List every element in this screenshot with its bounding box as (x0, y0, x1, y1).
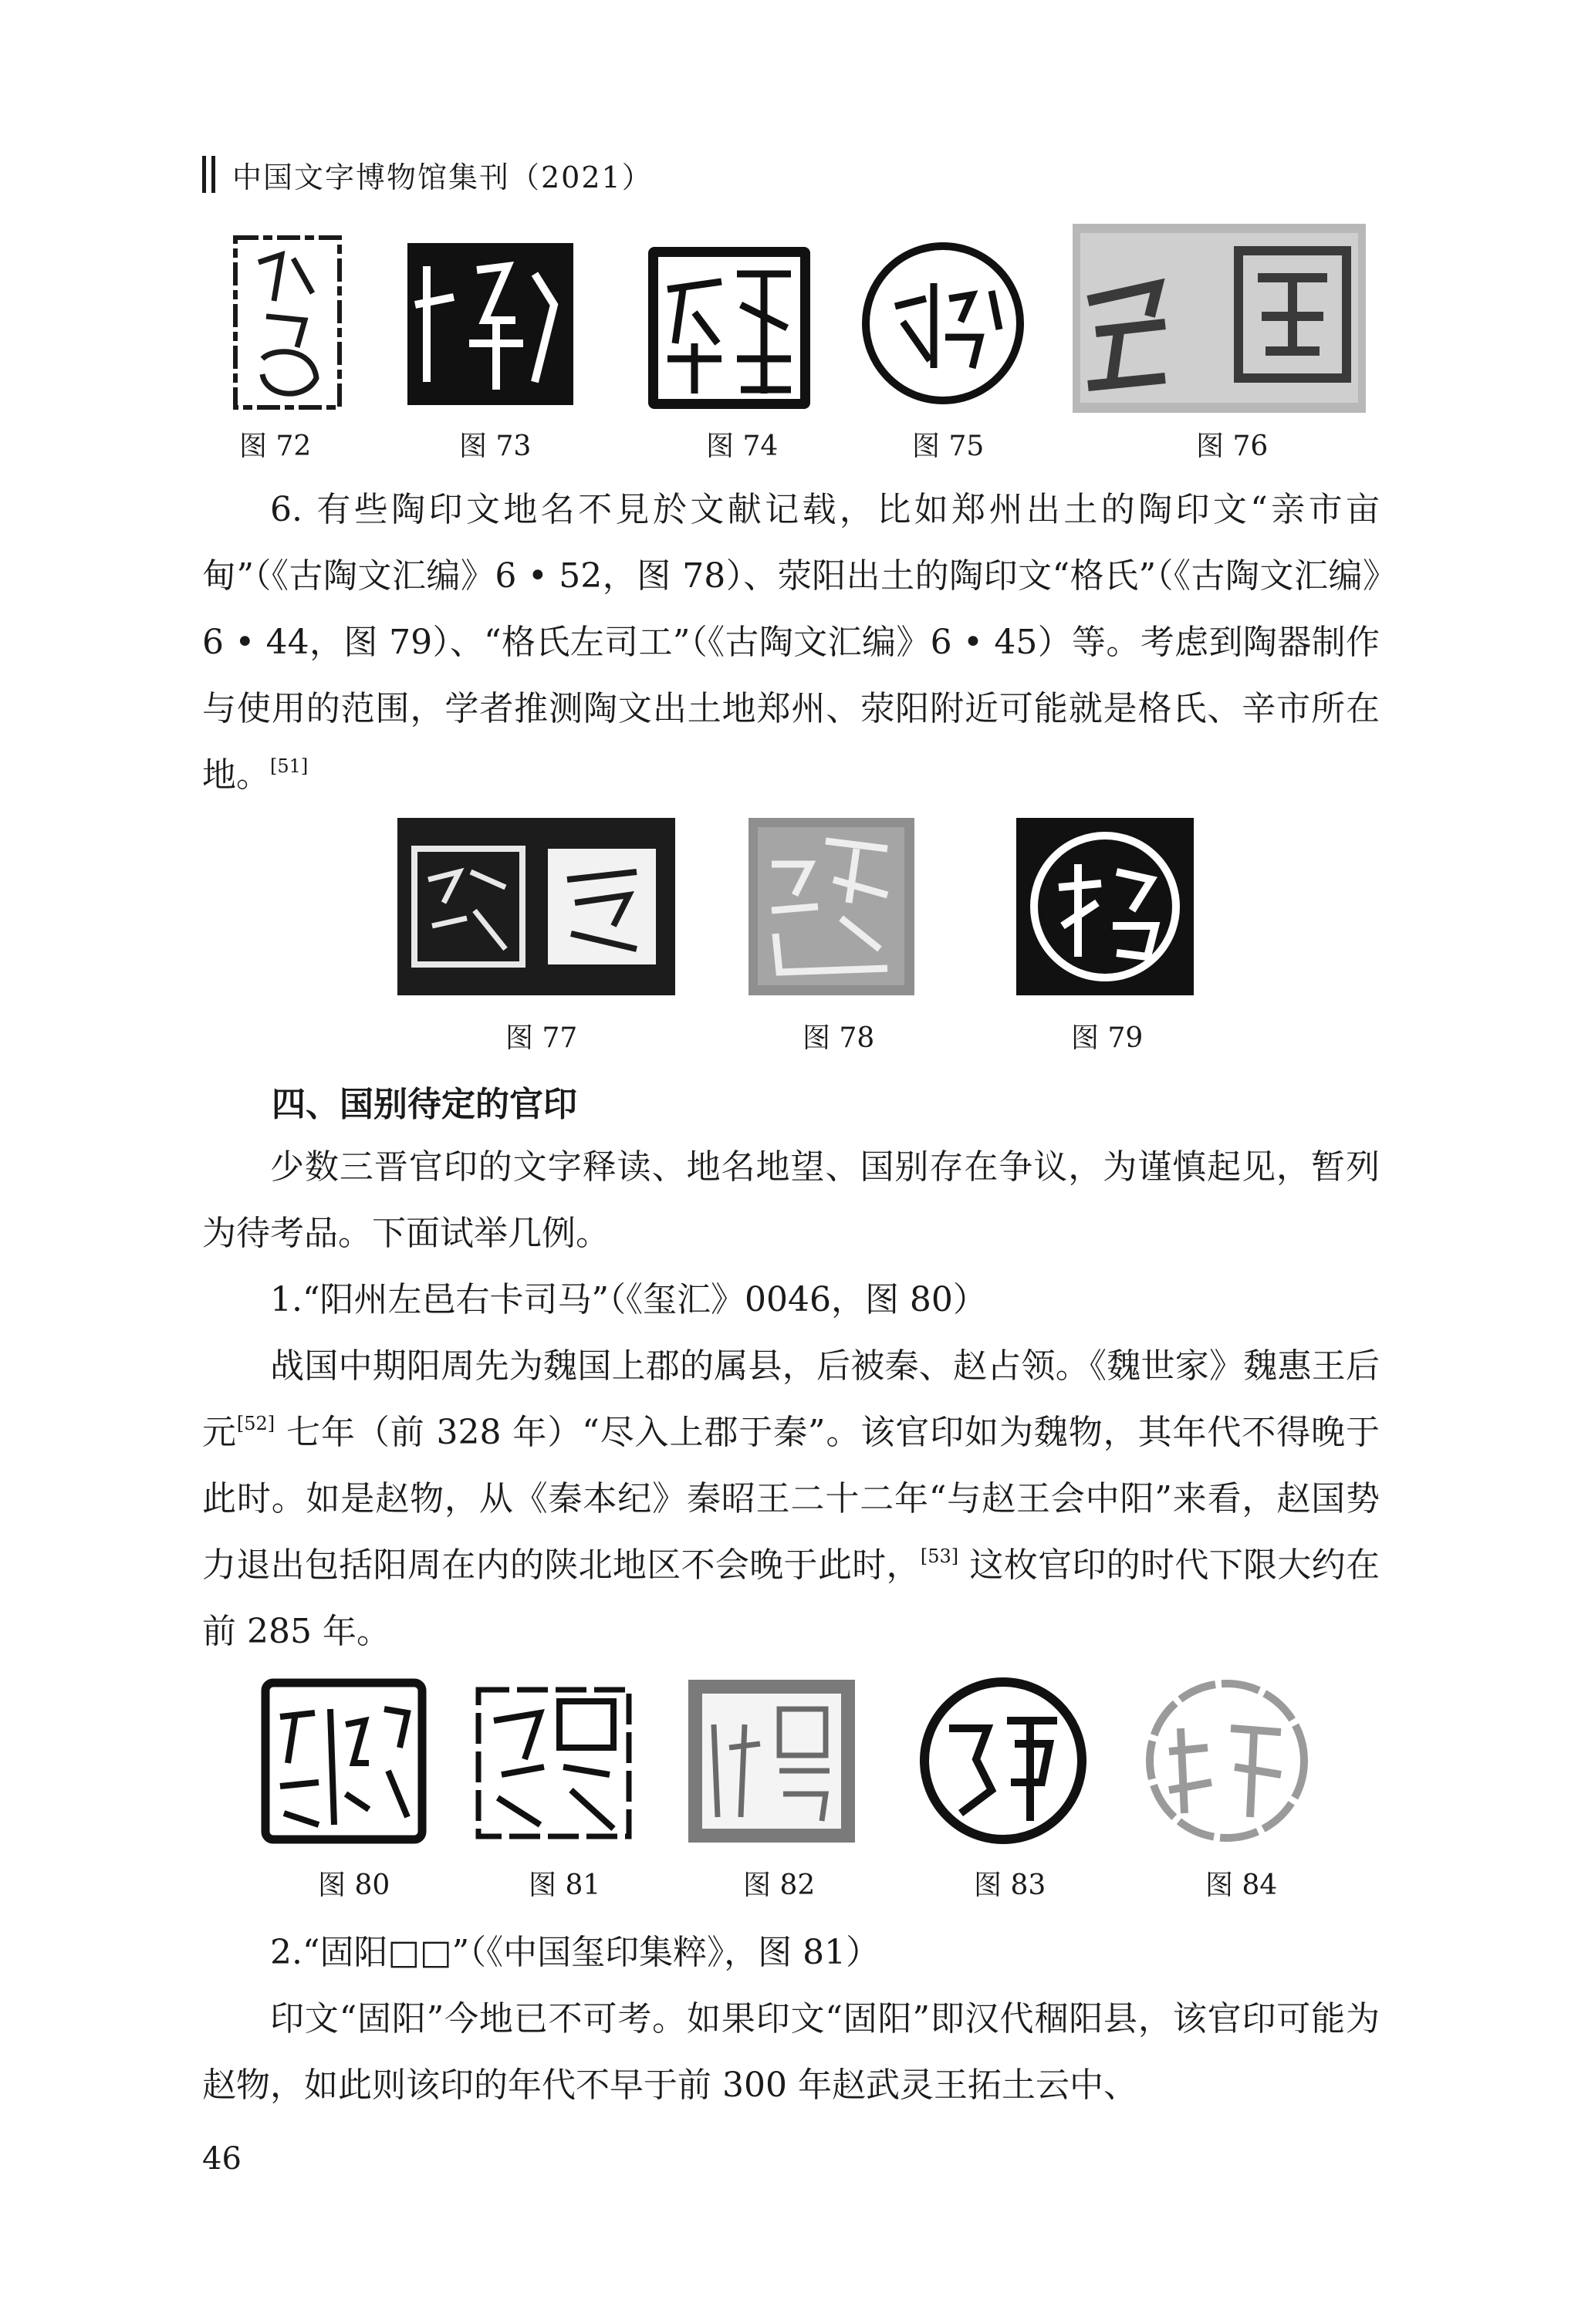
page-number: 46 (202, 2141, 242, 2177)
section-heading: 四、国别待定的官印 (272, 1085, 577, 1124)
figure-caption-74: 图 74 (706, 431, 779, 462)
seal-image-78 (749, 818, 914, 995)
figure-caption-76: 图 76 (1196, 431, 1269, 462)
figure-row-2 (0, 814, 1595, 1053)
figure-caption-77: 图 77 (505, 1022, 578, 1054)
seal-image-79 (1016, 818, 1194, 995)
paragraph-3-part1: 战国中期阳周先为魏国上郡的属县，后被秦、赵占领。《魏世家》魏惠王后元 (202, 1346, 1380, 1452)
item-1-heading: 1.“阳州左邑右卡司马”（《玺汇》0046，图 80） (270, 1280, 987, 1319)
paragraph-1 (202, 477, 1380, 809)
item-2-heading: 2.“固阳□□”（《中国玺印集粹》，图 81） (270, 1933, 880, 1972)
seal-image-84 (1138, 1674, 1316, 1848)
figure-caption-84: 图 84 (1205, 1870, 1278, 1901)
figure-caption-73: 图 73 (459, 431, 532, 462)
figure-caption-80: 图 80 (318, 1870, 390, 1901)
figure-caption-79: 图 79 (1071, 1022, 1144, 1054)
seal-image-82 (687, 1678, 857, 1844)
figure-caption-72: 图 72 (239, 431, 312, 462)
paragraph-3-part3: 这枚官印的时代下限大约在前 285 年。 (202, 1545, 1380, 1651)
paragraph-1-text: 6. 有些陶印文地名不見於文献记载，比如郑州出土的陶印文“亲市亩甸”（《古陶文汇编》6 • 52，图 78）、荥阳出土的陶印文“格氏”（《古陶文汇编》6 • 44，图 79）、“格氏左司工”（《古陶文汇编》6 • 45）等。考虑到陶器制作与使用的范围，学者推测陶文出土地郑州、荥阳附近可能就是格氏、辛市所在地。 (202, 490, 1380, 795)
seal-image-77 (397, 818, 675, 995)
paragraph-3 (202, 1333, 1380, 1665)
figure-caption-75: 图 75 (912, 431, 985, 462)
seal-image-72 (220, 231, 355, 413)
seal-image-76 (1073, 224, 1366, 413)
paragraph-4: 印文“固阳”今地已不可考。如果印文“固阳”即汉代稒阳县，该官印可能为赵物，如此则该印的年代不早于前 300 年赵武灵王拓土云中、 (202, 1999, 1380, 2105)
seal-image-75 (857, 237, 1030, 410)
figure-caption-78: 图 78 (803, 1022, 875, 1054)
seal-image-74 (644, 243, 814, 413)
seal-image-81 (471, 1682, 637, 1844)
figure-caption-82: 图 82 (743, 1870, 816, 1901)
journal-title: 中国文字博物馆集刊（2021） (232, 160, 653, 194)
header-double-bar (202, 156, 215, 193)
running-header (202, 154, 653, 194)
paragraph-3-part2: 七年（前 328 年）“尽入上郡于秦”。该官印如为魏物，其年代不得晚于此时。如是赵物，从《秦本纪》秦昭王二十二年“与赵王会中阳”来看，赵国势力退出包括阳周在内的陕北地区不会晚于此时， (202, 1413, 1380, 1585)
figure-row-3 (0, 1674, 1595, 1906)
footnote-ref-51: [51] (270, 755, 309, 777)
seal-image-80 (261, 1678, 427, 1844)
footnote-ref-52: [52] (236, 1413, 275, 1434)
figure-caption-83: 图 83 (974, 1870, 1046, 1901)
footnote-ref-53: [53] (920, 1545, 959, 1567)
figure-row-1 (0, 220, 1595, 467)
paragraph-2: 少数三晋官印的文字释读、地名地望、国别存在争议，为谨慎起见，暂列为待考品。下面试举几例。 (202, 1147, 1380, 1253)
seal-image-83 (914, 1674, 1092, 1848)
seal-image-73 (392, 235, 585, 413)
figure-caption-81: 图 81 (529, 1870, 601, 1901)
